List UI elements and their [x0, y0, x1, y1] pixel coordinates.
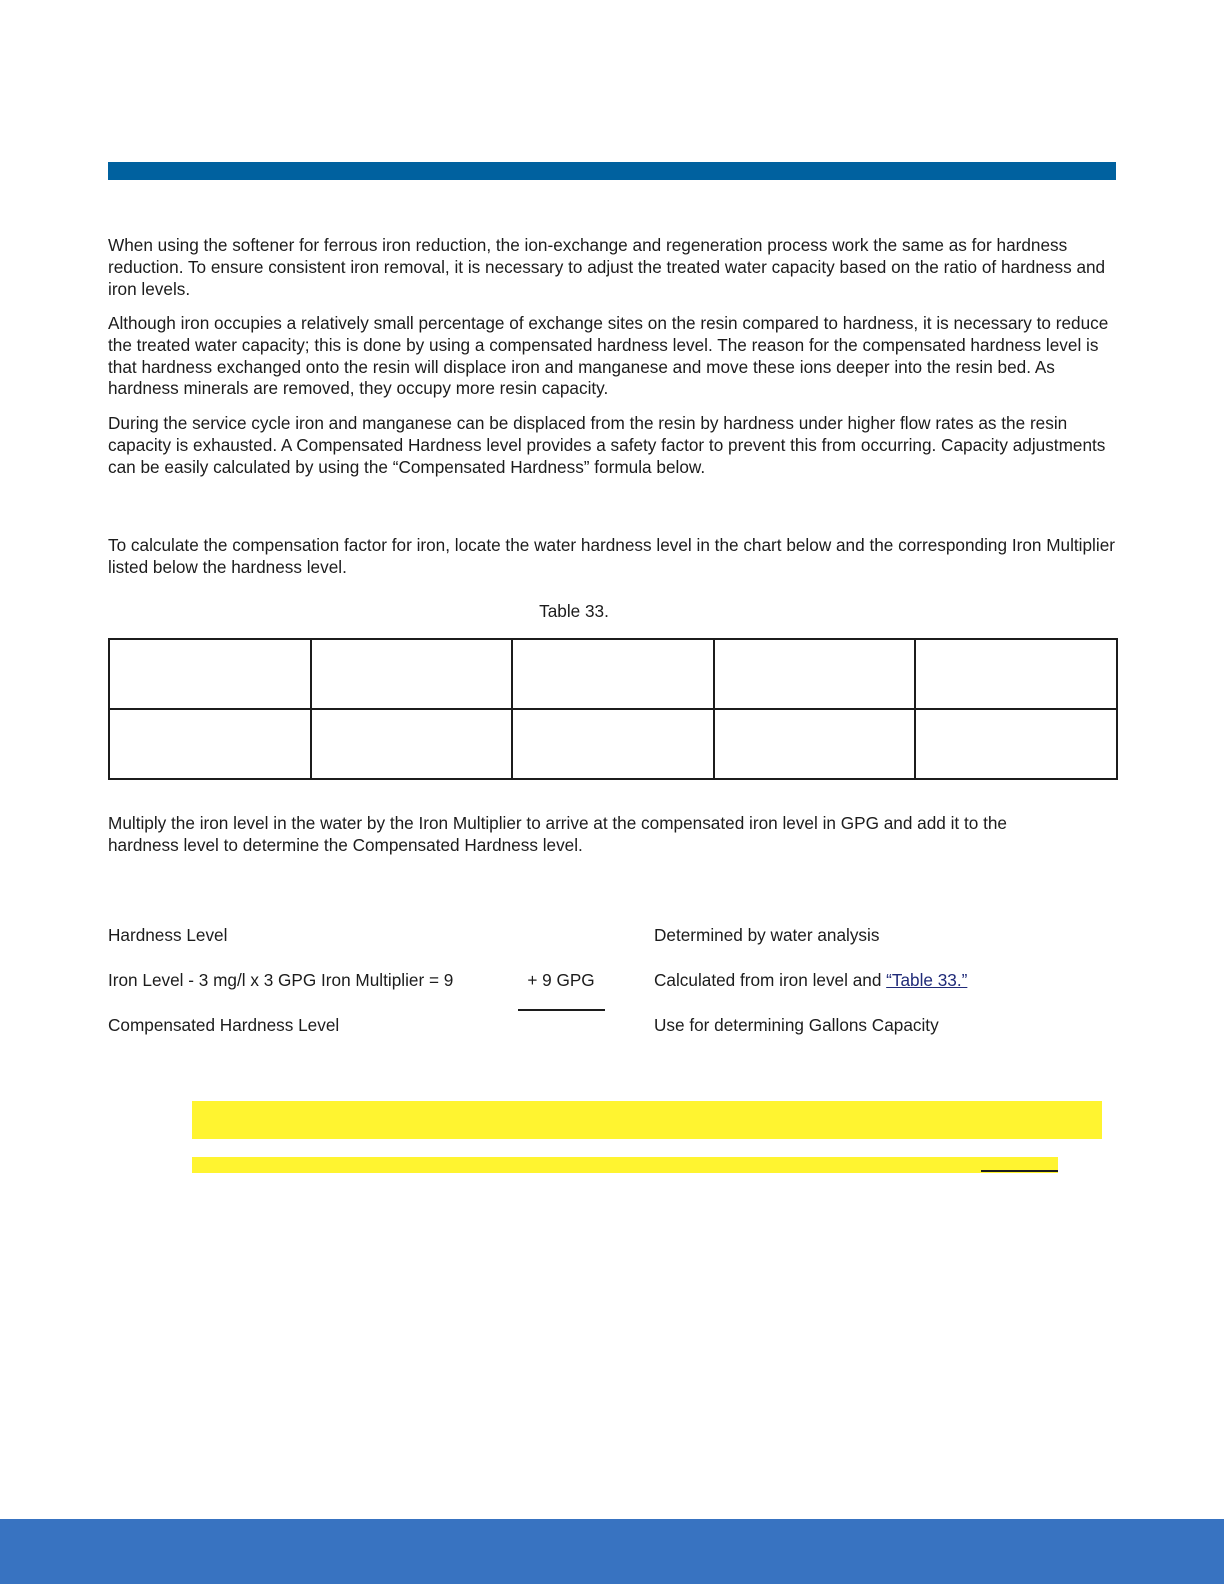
iron-multiplier-table [108, 638, 1118, 780]
table-cell [512, 639, 714, 709]
highlight-underline [981, 1170, 1058, 1172]
table-cell [915, 709, 1117, 779]
intro-paragraph: When using the softener for ferrous iron reduction, the ion-exchange and regeneration process work the same as for hardness reduction. To ensure consistent iron removal, it is necessary to adjust the treated water capacity based on the ratio of hardness and iron levels. [108, 235, 1106, 299]
compensated-hardness-label: Compensated Hardness Level [108, 1015, 340, 1035]
iron-level-note-text: Calculated from iron level and [654, 970, 887, 990]
table-row-multiplier [109, 709, 1117, 779]
table-cell [311, 639, 513, 709]
table-cell [714, 709, 916, 779]
iron-level-value: + 9 GPG [527, 970, 595, 990]
hardness-level-note: Determined by water analysis [654, 925, 880, 945]
table-cell [915, 639, 1117, 709]
footer-bar [0, 1519, 1224, 1584]
table-caption: Table 33. [539, 601, 609, 621]
table-cell [311, 709, 513, 779]
table-cell [512, 709, 714, 779]
highlight-block-2 [192, 1157, 1058, 1173]
compensation-instructions-paragraph: To calculate the compensation factor for iron, locate the water hardness level in the chart below and the corresponding Iron Multiplier listed below the hardness level. [108, 535, 1115, 577]
table-cell [109, 709, 311, 779]
iron-level-label: Iron Level - 3 mg/l x 3 GPG Iron Multiplier = 9 [108, 970, 454, 990]
resin-capacity-paragraph: Although iron occupies a relatively small percentage of exchange sites on the resin compared to hardness, it is necessary to reduce the treated water capacity; this is done by using a compensated hardness level. The reason for the compensated hardness level is that hardness exchanged onto the resin will displace iron and manganese and move these ions deeper into the resin bed. As hardness minerals are removed, they occupy more resin capacity. [108, 313, 1109, 399]
section-header-bar [108, 162, 1116, 180]
table-cell [714, 639, 916, 709]
hardness-level-label: Hardness Level [108, 925, 228, 945]
multiply-instructions-paragraph: Multiply the iron level in the water by the Iron Multiplier to arrive at the compensated iron level in GPG and add it to the hardness level to determine the Compensated Hardness level. [108, 813, 1007, 855]
table-row-hardness [109, 639, 1117, 709]
service-cycle-paragraph: During the service cycle iron and manganese can be displaced from the resin by hardness under higher flow rates as the resin capacity is exhausted. A Compensated Hardness level provides a safety factor to prevent this from occurring. Capacity adjustments can be easily calculated by using the “Compensated Hardness” formula below. [108, 413, 1106, 477]
table-33-link[interactable]: “Table 33.” [886, 970, 968, 990]
table-cell [109, 639, 311, 709]
compensated-hardness-note: Use for determining Gallons Capacity [654, 1015, 939, 1035]
sum-divider-line [518, 1009, 605, 1011]
highlight-block-1 [192, 1101, 1102, 1139]
iron-level-note [654, 970, 967, 991]
